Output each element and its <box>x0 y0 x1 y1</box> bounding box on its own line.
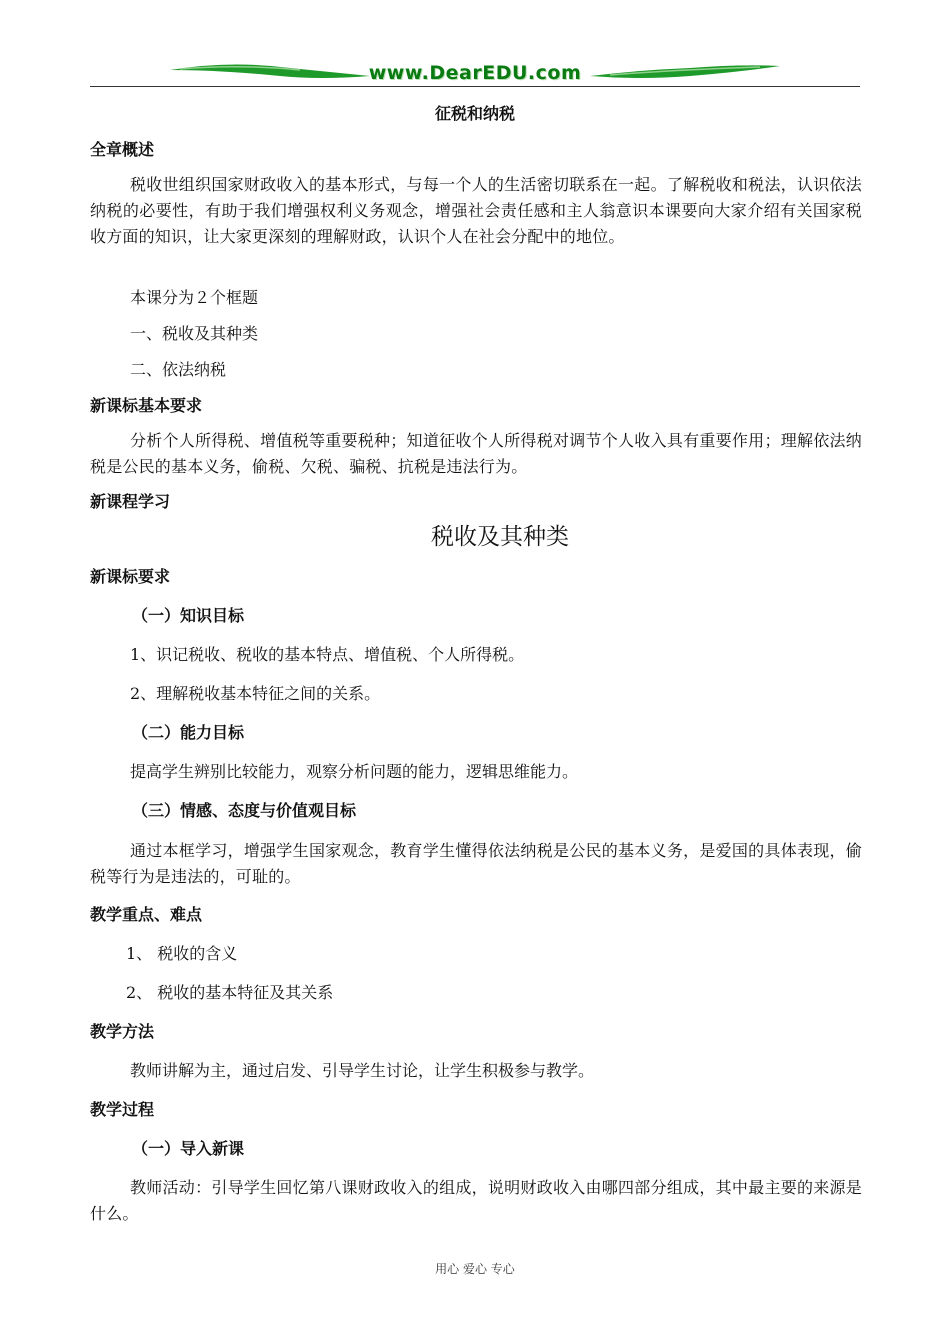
knowledge-item-2: 2、理解税收基本特征之间的关系。 <box>130 684 381 703</box>
method-heading: 教学方法 <box>90 1022 155 1041</box>
overview-heading: 全章概述 <box>90 140 155 159</box>
keypoint-item-1: 1、 税收的含义 <box>126 944 238 963</box>
frames-intro: 本课分为２个框题 <box>130 288 259 307</box>
keypoint-item-2: 2、 税收的基本特征及其关系 <box>126 983 334 1002</box>
right-swoosh-icon <box>590 58 780 86</box>
document-title: 征税和纳税 <box>434 104 515 123</box>
emotion-paragraph: 通过本框学习，增强学生国家观念，教育学生懂得依法纳税是公民的基本义务，是爱国的具体表现，偷税等行为是违法的，可耻的。 <box>90 841 862 886</box>
ability-heading: （二）能力目标 <box>132 723 245 742</box>
method-text: 教师讲解为主，通过启发、引导学生讨论，让学生积极参与教学。 <box>130 1061 595 1080</box>
study-heading: 新课程学习 <box>90 492 171 511</box>
site-brand: www.DearEDU.com <box>368 62 582 84</box>
emotion-heading: （三）情感、态度与价值观目标 <box>132 801 357 820</box>
knowledge-item-1: 1、识记税收、税收的基本特点、增值税、个人所得税。 <box>130 645 525 664</box>
requirements-heading: 新课标要求 <box>90 567 171 586</box>
ability-text: 提高学生辨别比较能力，观察分析问题的能力，逻辑思维能力。 <box>130 762 579 781</box>
left-swoosh-icon <box>170 58 370 86</box>
frame-item-1: 一、税收及其种类 <box>130 324 259 343</box>
standard-paragraph: 分析个人所得税、增值税等重要税种；知道征收个人所得税对调节个人收入具有重要作用；理解依法纳税是公民的基本义务，偷税、欠税、骗税、抗税是违法行为。 <box>90 431 862 476</box>
frame-item-2: 二、依法纳税 <box>130 360 227 379</box>
header-rule <box>90 86 860 87</box>
page-footer: 用心 爱心 专心 <box>435 1262 515 1276</box>
page-header <box>90 58 860 92</box>
knowledge-heading: （一）知识目标 <box>132 606 245 625</box>
process-heading: 教学过程 <box>90 1100 155 1119</box>
lesson-title: 税收及其种类 <box>431 524 569 550</box>
intro-heading: （一）导入新课 <box>132 1139 245 1158</box>
standard-heading: 新课标基本要求 <box>90 396 203 415</box>
intro-paragraph: 教师活动：引导学生回忆第八课财政收入的组成，说明财政收入由哪四部分组成，其中最主要的来源是什么。 <box>90 1178 862 1223</box>
keypoints-heading: 教学重点、难点 <box>90 905 203 924</box>
overview-paragraph: 税收世组织国家财政收入的基本形式，与每一个人的生活密切联系在一起。了解税收和税法，认识依法纳税的必要性，有助于我们增强权利义务观念，增强社会责任感和主人翁意识本课要向大家介绍有关国家税收方面的知识，让大家更深刻的理解财政，认识个人在社会分配中的地位。 <box>90 175 862 246</box>
